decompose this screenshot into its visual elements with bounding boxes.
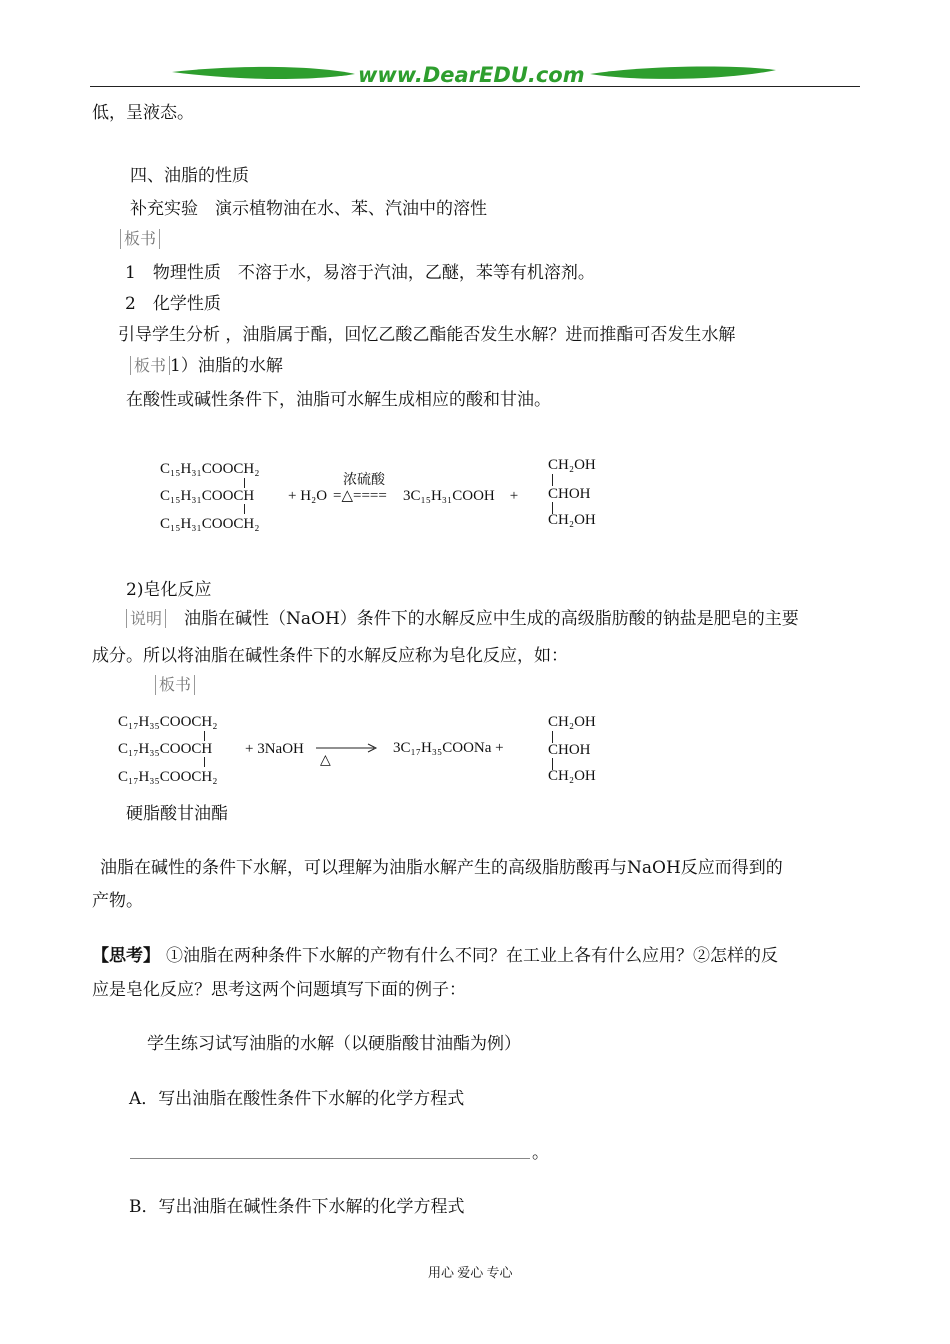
text-line: 2 化学性质 bbox=[125, 294, 221, 314]
section-heading: 四、油脂的性质 bbox=[130, 166, 249, 186]
naoh: + 3NaOH bbox=[245, 741, 304, 757]
header-logo bbox=[170, 58, 780, 88]
product-soap: 3C₁₇H₃₅COONa + bbox=[393, 740, 504, 756]
text-line: ①油脂在两种条件下水解的产物有什么不同？在工业上各有什么应用？②怎样的反 bbox=[166, 946, 778, 966]
text-line: 产物。 bbox=[92, 891, 143, 911]
question-b: B．写出油脂在碱性条件下水解的化学方程式 bbox=[129, 1197, 465, 1217]
text-line: 2)皂化反应 bbox=[126, 580, 212, 600]
glycerol-line: CHOH bbox=[548, 486, 591, 502]
reactant-line: C₁₇H₃₅COOCH bbox=[118, 741, 213, 757]
compound-name: 硬脂酸甘油酯 bbox=[126, 804, 228, 824]
text-line: 低，呈液态。 bbox=[92, 103, 194, 123]
glycerol-line: CH₂OH bbox=[548, 457, 596, 473]
reactant-line: C₁₇H₃₅COOCH₂ bbox=[118, 769, 218, 785]
answer-period: 。 bbox=[532, 1143, 549, 1163]
question-a: A．写出油脂在酸性条件下水解的化学方程式 bbox=[129, 1089, 465, 1109]
text-line: 1 物理性质 不溶于水，易溶于汽油，乙醚，苯等有机溶剂。 bbox=[125, 263, 595, 283]
text-line: 油脂在碱性的条件下水解，可以理解为油脂水解产生的高级脂肪酸再与NaOH反应而得到的 bbox=[100, 858, 783, 878]
text-line: 成分。所以将油脂在碱性条件下的水解反应称为皂化反应，如： bbox=[92, 646, 568, 666]
glycerol-line: CH₂OH bbox=[548, 714, 596, 730]
logo-text: www.DearEDU.com bbox=[358, 63, 585, 87]
glycerol-line: CH₂OH bbox=[548, 768, 596, 784]
glycerol-line: CH₂OH bbox=[548, 512, 596, 528]
reaction-arrow: =△==== bbox=[333, 488, 387, 504]
text-line: 引导学生分析 ，油脂属于酯，回忆乙酸乙酯能否发生水解？进而推酯可否发生水解 bbox=[118, 325, 736, 345]
note-line bbox=[126, 608, 799, 630]
water: + H₂O bbox=[288, 488, 328, 504]
catalyst-label: 浓硫酸 bbox=[343, 473, 385, 488]
answer-blank[interactable] bbox=[130, 1158, 530, 1159]
think-label: 【思考】 bbox=[92, 946, 160, 966]
board-label: 板书 bbox=[120, 229, 160, 249]
text-line: 1）油脂的水解 bbox=[170, 356, 283, 376]
text-line: 学生练习试写油脂的水解（以硬脂酸甘油酯为例） bbox=[147, 1034, 521, 1054]
bond bbox=[204, 757, 205, 767]
bond bbox=[244, 504, 245, 514]
reactant-line: C₁₅H₃₁COOCH₂ bbox=[160, 461, 260, 477]
text-line: 在酸性或碱性条件下，油脂可水解生成相应的酸和甘油。 bbox=[126, 390, 551, 410]
text-line: 油脂在碱性（NaOH）条件下的水解反应中生成的高级脂肪酸的钠盐是肥皂的主要 bbox=[184, 609, 799, 629]
think-line bbox=[92, 945, 778, 967]
text-line: 补充实验 演示植物油在水、苯、汽油中的溶性 bbox=[130, 199, 487, 219]
product-acid: 3C₁₅H₃₁COOH + bbox=[403, 488, 519, 504]
text-line: 应是皂化反应？思考这两个问题填写下面的例子： bbox=[92, 980, 466, 1000]
reactant-line: C₁₇H₃₅COOCH₂ bbox=[118, 714, 218, 730]
reactant-line: C₁₅H₃₁COOCH₂ bbox=[160, 516, 260, 532]
reactant-line: C₁₅H₃₁COOCH bbox=[160, 488, 255, 504]
board-label: 板书 bbox=[155, 675, 195, 695]
board-line bbox=[130, 355, 283, 377]
footer-text: 用心 爱心 专心 bbox=[428, 1265, 513, 1280]
heat-label: △ bbox=[320, 753, 331, 768]
board-label: 板书 bbox=[130, 356, 170, 375]
note-label: 说明 bbox=[126, 609, 166, 628]
glycerol-line: CHOH bbox=[548, 742, 591, 758]
